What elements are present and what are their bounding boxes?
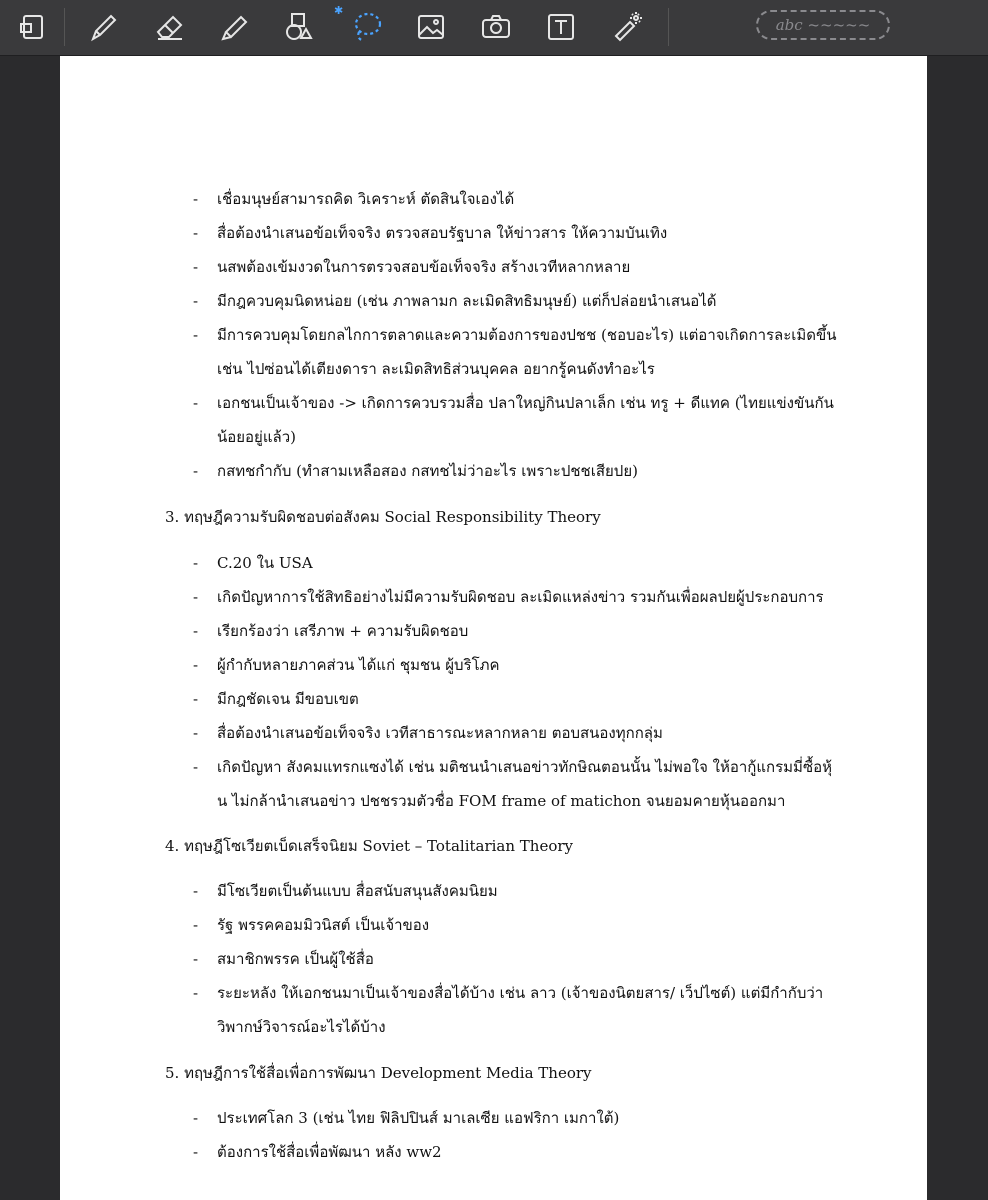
read-mode-icon[interactable]	[14, 7, 54, 47]
document-page[interactable]	[60, 56, 927, 1200]
list-item-continuation: วิพากษ์วิจารณ์อะไรได้บ้าง	[217, 1018, 386, 1036]
list-item: - เอกชนเป็นเจ้าของ -> เกิดการควบรวมสื่อ ปลาใหญ่กินปลาเล็ก เช่น ทรู + ดีแทค (ไทยแข่งขันกัน	[193, 394, 834, 412]
shapes-icon[interactable]	[280, 7, 320, 47]
list-item: - รัฐ พรรคคอมมิวนิสต์ เป็นเจ้าของ	[193, 916, 430, 934]
list-item: - กสทชกำกับ (ทำสามเหลือสอง กสทชไม่ว่าอะไร เพราะปชชเสียปย)	[193, 462, 638, 480]
list-item: - มีกฎชัดเจน มีขอบเขต	[193, 690, 359, 708]
lasso-icon[interactable]	[347, 7, 387, 47]
text-icon[interactable]	[541, 7, 581, 47]
list-item: - มีโซเวียตเป็นต้นแบบ สื่อสนับสนุนสังคมนิยม	[193, 882, 498, 900]
toolbar	[0, 0, 988, 56]
list-item: - C.20 ใน USA	[193, 554, 313, 572]
list-item: - สมาชิกพรรค เป็นผู้ใช้สื่อ	[193, 950, 374, 968]
section-heading: 5. ทฤษฎีการใช้สื่อเพื่อการพัฒนา Development Media Theory	[165, 1064, 592, 1082]
section-heading: 4. ทฤษฎีโซเวียตเบ็ดเสร็จนิยม Soviet – Totalitarian Theory	[165, 837, 574, 855]
list-item: - ระยะหลัง ให้เอกชนมาเป็นเจ้าของสื่อได้บ้าง เช่น ลาว (เจ้าของนิตยสาร/ เว็ปไซต์) แต่มีกำกับว่า	[193, 984, 824, 1002]
list-item: - เชื่อมนุษย์สามารถคิด วิเคราะห์ ตัดสินใจเองได้	[193, 190, 515, 208]
section-heading: 3. ทฤษฎีความรับผิดชอบต่อสังคม Social Responsibility Theory	[165, 508, 601, 526]
laser-pointer-icon[interactable]	[607, 7, 647, 47]
list-item: - เกิดปัญหา สังคมแทรกแซงได้ เช่น มติชนนำเสนอข่าวทักษิณตอนนั้น ไม่พอใจ ให้อากู้แกรมมี่ซื้อหุ้	[193, 758, 833, 776]
list-item: - เกิดปัญหาการใช้สิทธิอย่างไม่มีความรับผิดชอบ ละเมิดแหล่งข่าว รวมกันเพื่อผลปยผู้ประกอบการ	[193, 588, 824, 606]
pen-icon[interactable]	[84, 7, 124, 47]
list-item: - นสพต้องเข้มงวดในการตรวจสอบข้อเท็จจริง สร้างเวทีหลากหลาย	[193, 258, 631, 276]
document-content	[60, 56, 927, 1200]
highlighter-icon[interactable]	[215, 7, 255, 47]
list-item: - มีการควบคุมโดยกลไกการตลาดและความต้องการของปชช (ชอบอะไร) แต่อาจเกิดการละเมิดขึ้น	[193, 326, 837, 344]
list-item-continuation: น ไม่กล้านำเสนอข่าว ปชชรวมตัวชื่อ FOM frame of matichon จนยอมคายหุ้นออกมา	[217, 792, 786, 810]
list-item: - ประเทศโลก 3 (เช่น ไทย ฟิลิปปินส์ มาเลเซีย แอฟริกา เมกาใต้)	[193, 1109, 620, 1127]
toolbar-separator	[668, 8, 669, 46]
list-item-continuation: เช่น ไปซ่อนได้เตียงดารา ละเมิดสิทธิส่วนบุคคล อยากรู้คนดังทำอะไร	[217, 360, 655, 378]
camera-icon[interactable]	[476, 7, 516, 47]
list-item: - มีกฎควบคุมนิดหน่อย (เช่น ภาพลามก ละเมิดสิทธิมนุษย์) แต่ก็ปล่อยนำเสนอได้	[193, 292, 717, 310]
list-item-continuation: น้อยอยู่แล้ว)	[217, 428, 296, 446]
list-item: - สื่อต้องนำเสนอข้อเท็จจริง ตรวจสอบรัฐบาล ให้ข่าวสาร ให้ความบันเทิง	[193, 224, 668, 242]
image-icon[interactable]	[411, 7, 451, 47]
eraser-icon[interactable]	[150, 7, 190, 47]
list-item: - เรียกร้องว่า เสรีภาพ + ความรับผิดชอบ	[193, 622, 469, 640]
bluetooth-icon: ✱	[334, 4, 344, 17]
list-item: - สื่อต้องนำเสนอข้อเท็จจริง เวทีสาธารณะหลากหลาย ตอบสนองทุกกลุ่ม	[193, 724, 663, 742]
handwriting-input[interactable]: abc ~~~~~	[756, 10, 890, 40]
list-item: - ต้องการใช้สื่อเพื่อพัฒนา หลัง ww2	[193, 1143, 442, 1161]
toolbar-separator	[64, 8, 65, 46]
list-item: - ผู้กำกับหลายภาคส่วน ได้แก่ ชุมชน ผู้บริโภค	[193, 656, 500, 674]
